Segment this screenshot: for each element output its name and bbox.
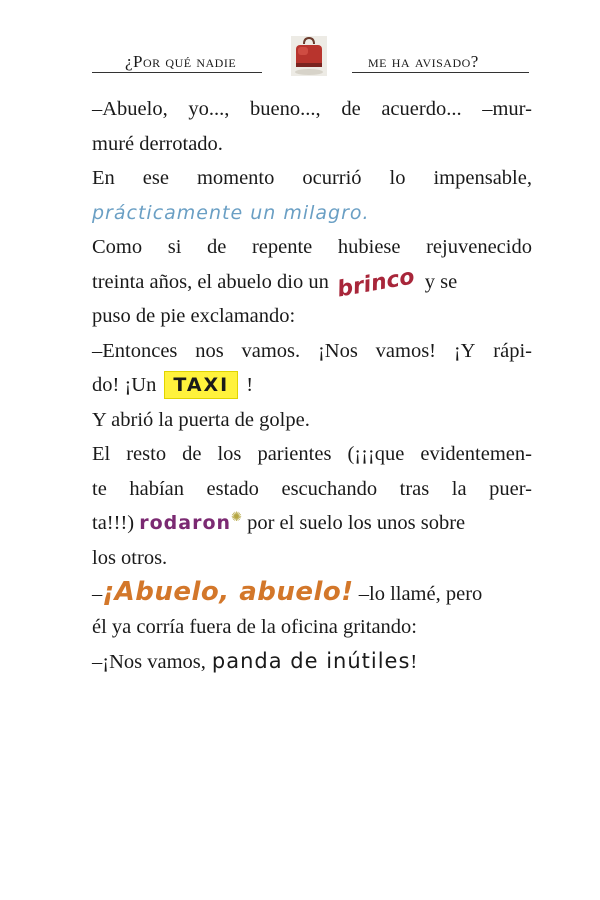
header-left-title: ¿Por qué nadie bbox=[125, 52, 237, 71]
text-line: –Abuelo, yo..., bueno..., de acuerdo... –mur- bbox=[92, 98, 532, 120]
text-line: Como si de repente hubiese rejuvenecido bbox=[92, 236, 532, 258]
text-line: –Entonces nos vamos. ¡Nos vamos! ¡Y rápi- bbox=[92, 339, 532, 362]
header-rule-left bbox=[92, 72, 262, 73]
suitcase-icon bbox=[289, 28, 329, 80]
text-line: los otros. bbox=[92, 546, 168, 569]
text-line: El resto de los parientes (¡¡¡que evidentemen- bbox=[92, 443, 532, 465]
header-rule-right bbox=[352, 72, 529, 73]
text-line: ta!!!) rodaron✺ por el suelo los unos sobre bbox=[92, 509, 466, 534]
text-line: do! ¡Un TAXI ! bbox=[92, 368, 532, 403]
highlight-taxi: TAXI bbox=[164, 371, 238, 399]
text-line: puso de pie exclamando: bbox=[92, 305, 296, 327]
highlight-milagro: prácticamente un milagro. bbox=[92, 201, 370, 224]
text-line: él ya corría fuera de la oficina gritando: bbox=[92, 615, 417, 638]
header-right-title: me ha avisado? bbox=[368, 52, 479, 71]
text-line: Y abrió la puerta de golpe. bbox=[92, 408, 310, 431]
highlight-brinco: brinco bbox=[335, 263, 417, 303]
highlight-rodaron: rodaron bbox=[139, 512, 232, 534]
text-line: muré derrotado. bbox=[92, 132, 223, 155]
text-line: te habían estado escuchando tras la puer- bbox=[92, 477, 532, 500]
sparkle-icon: ✺ bbox=[231, 509, 242, 524]
text-line: –¡Nos vamos, panda de inútiles! bbox=[92, 649, 418, 673]
text-line: En ese momento ocurrió lo impensable, bbox=[92, 167, 532, 189]
highlight-abuelo: ¡Abuelo, abuelo! bbox=[102, 577, 354, 607]
text-line: –¡Abuelo, abuelo! –lo llamé, pero bbox=[92, 577, 483, 607]
highlight-panda: panda de inútiles bbox=[211, 649, 411, 673]
text-line bbox=[92, 196, 532, 231]
text-line: treinta años, el abuelo dio un brinco y se bbox=[92, 265, 532, 300]
body-text bbox=[92, 92, 532, 679]
